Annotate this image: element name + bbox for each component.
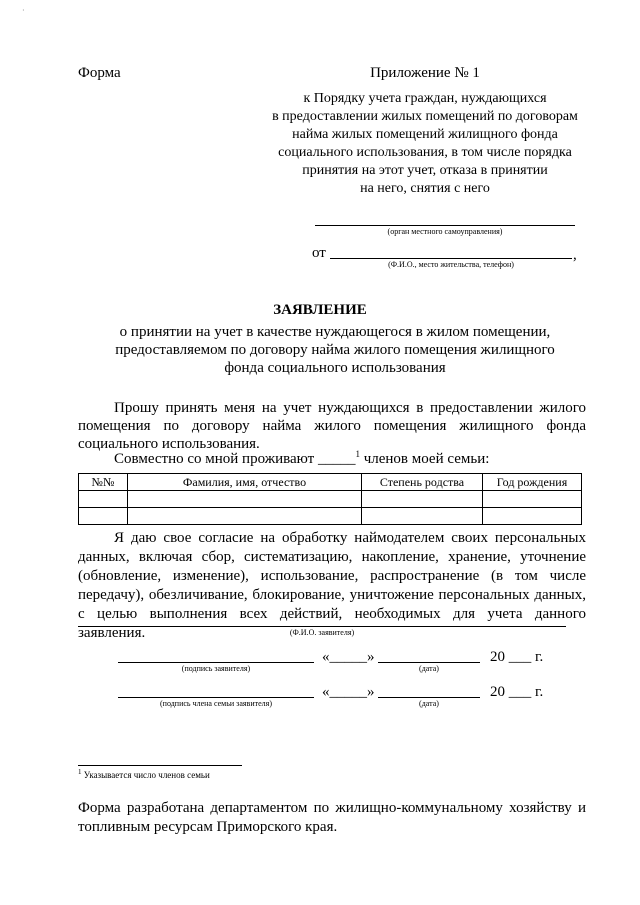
footnote-marker: 1 (355, 449, 360, 459)
member-date-caption: (дата) (419, 699, 439, 708)
table-cell[interactable] (483, 508, 582, 525)
appendix-title: Приложение № 1 (370, 65, 480, 81)
cohabit-line (114, 450, 489, 468)
appendix-line: в предоставлении жилых помещений по договорам (272, 109, 578, 124)
footnote (78, 770, 210, 780)
appendix-text (250, 90, 600, 198)
authority-caption: (орган местного самоуправления) (387, 227, 503, 236)
applicant-name-caption: (Ф.И.О. заявителя) (289, 628, 355, 637)
table-cell[interactable] (362, 508, 483, 525)
table-row (79, 491, 582, 508)
member-signature-caption: (подпись члена семьи заявителя) (160, 699, 272, 708)
table-cell[interactable] (362, 491, 483, 508)
table-row (79, 508, 582, 525)
header-cell-name: Фамилия, имя, отчество (128, 474, 362, 491)
from-line[interactable] (330, 258, 572, 259)
from-caption: (Ф.И.О., место жительства, телефон) (388, 260, 514, 269)
cohabit-count-blank[interactable]: _____ (317, 451, 356, 467)
table-header-row (79, 474, 582, 491)
appendix-line: социального использования, в том числе порядка (278, 145, 572, 160)
corner-mark: · (22, 6, 25, 15)
from-trailing-comma: , (573, 247, 577, 263)
cohabit-after: членов моей семьи: (363, 451, 490, 467)
member-date-line[interactable] (378, 697, 480, 698)
document-title: ЗАЯВЛЕНИЕ (273, 302, 367, 318)
year-suffix: ___ г. (508, 649, 544, 665)
member-year[interactable] (490, 683, 543, 701)
footnote-mark: 1 (78, 768, 82, 776)
applicant-signature-caption: (подпись заявителя) (181, 664, 251, 673)
table-cell[interactable] (128, 491, 362, 508)
year-suffix: ___ г. (508, 684, 544, 700)
member-signature-line[interactable] (118, 697, 314, 698)
table-cell[interactable] (483, 491, 582, 508)
applicant-date-caption: (дата) (419, 664, 439, 673)
consent-paragraph: Я даю свое согласие на обработку наймодателем своих персональных данных, включая сбор, систематизацию, накопление, хранение, уточнение (обновление, изменение), использование, распространение (в том числе передачу), обезличивание, блокирование, уничтожение персональных данных, с целью выполнения всех действий, необходимых для учета данного заявления. (78, 530, 586, 641)
appendix-line: найма жилых помещений жилищного фонда (292, 127, 558, 142)
applicant-date-line[interactable] (378, 662, 480, 663)
applicant-day-field[interactable]: «_____» (322, 649, 375, 665)
table-cell[interactable] (79, 508, 128, 525)
year-prefix: 20 (490, 649, 505, 665)
applicant-name-line[interactable] (78, 626, 566, 627)
appendix-line: на него, снятия с него (360, 181, 490, 196)
family-members-table (78, 473, 582, 525)
request-paragraph: Прошу принять меня на учет нуждающихся в предоставлении жилого помещения по договору найма жилого помещения жилищного фонда социального использования. (78, 400, 586, 452)
table-cell[interactable] (128, 508, 362, 525)
applicant-year[interactable] (490, 648, 543, 666)
appendix-line: принятия на этот учет, отказа в принятии (302, 163, 548, 178)
document-subtitle: о принятии на учет в качестве нуждающегося в жилом помещении, предоставляемом по договору найма жилого помещения жилищного фонда социального использования (115, 324, 555, 376)
form-label: Форма (78, 65, 121, 81)
authority-line[interactable] (315, 225, 575, 226)
table-cell[interactable] (79, 491, 128, 508)
header-cell-relation: Степень родства (362, 474, 483, 491)
from-label: от (312, 245, 326, 261)
appendix-line: к Порядку учета граждан, нуждающихся (303, 91, 547, 106)
applicant-signature-line[interactable] (118, 662, 314, 663)
member-day-field[interactable]: «_____» (322, 684, 375, 700)
year-prefix: 20 (490, 684, 505, 700)
header-cell-number: №№ (79, 474, 128, 491)
footnote-text: Указывается число членов семьи (83, 770, 210, 780)
cohabit-before: Совместно со мной проживают (114, 451, 315, 467)
header-cell-birth-year: Год рождения (483, 474, 582, 491)
footnote-separator (78, 765, 242, 766)
footer-note: Форма разработана департаментом по жилищно-коммунальному хозяйству и топливным ресурсам Приморского края. (78, 800, 586, 835)
